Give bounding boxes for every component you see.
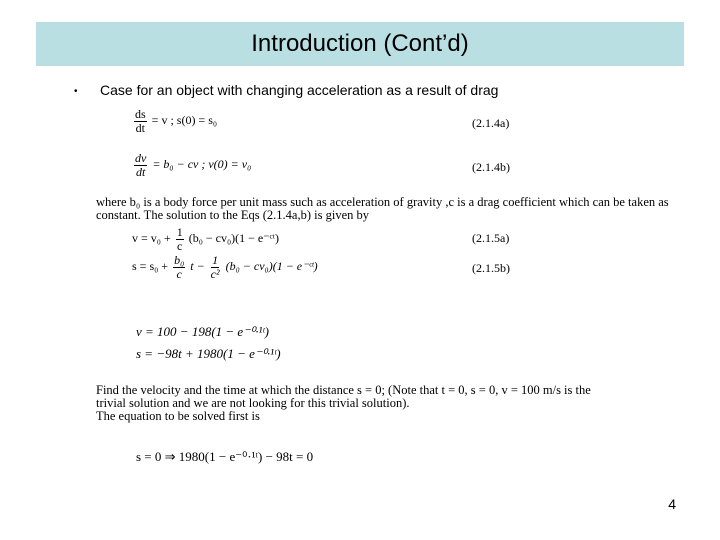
slide-title: Introduction (Cont’d) xyxy=(251,30,469,57)
eq2-lhs-num: dv xyxy=(135,151,147,165)
eq4-text-c: (b₀ − cv₀)(1 − e⁻ᶜᵗ) xyxy=(225,258,318,273)
eq4-frac1-num: b₀ xyxy=(174,253,185,267)
eq1-rhs: = v ; s(0) = s₀ xyxy=(151,112,218,127)
paragraph-body-force xyxy=(96,196,669,222)
bullet-point: • xyxy=(74,86,78,97)
velocity-equation: v = 100 − 198(1 − e⁻⁰·¹ᵗ) xyxy=(136,324,269,339)
eq3-text-b: (b₀ − cv₀)(1 − e⁻ᶜᵗ) xyxy=(188,230,279,245)
paragraph-line: constant. The solution to the Eqs (2.1.4a,b) is given by xyxy=(96,208,369,222)
eq3-frac-den: c xyxy=(177,238,183,253)
eq2-rhs: = b₀ − cv ; v(0) = v₀ xyxy=(152,156,252,171)
intro-text: Case for an object with changing acceleration as a result of drag xyxy=(100,82,499,98)
paragraph-line: Find the velocity and the time at which the distance s = 0; (Note that t = 0, s = 0, v = 100 m/s is the xyxy=(96,383,591,397)
eq4-frac1-den: c xyxy=(176,266,182,281)
eq-number-2-1-4b: (2.1.4b) xyxy=(472,160,510,174)
eq1-lhs-num: ds xyxy=(135,107,146,121)
eq-number-2-1-5b: (2.1.5b) xyxy=(472,261,510,275)
eq3-text-a: v = v₀ + xyxy=(132,230,171,245)
equation-2-1-4a xyxy=(132,108,217,134)
eq2-lhs-den: dt xyxy=(135,164,146,179)
equation-2-1-5b xyxy=(132,254,318,280)
distance-equation: s = −98t + 1980(1 − e⁻⁰·¹ᵗ) xyxy=(136,346,281,361)
eq4-text-a: s = s₀ + xyxy=(132,258,169,273)
equation-2-1-5a xyxy=(132,226,279,252)
title-bar xyxy=(36,22,684,66)
eq-number-2-1-4a: (2.1.4a) xyxy=(472,116,510,130)
equation-2-1-4b xyxy=(132,152,251,178)
paragraph-find-velocity xyxy=(96,384,591,423)
eq3-frac-num: 1 xyxy=(176,225,183,239)
eq1-lhs-den: dt xyxy=(135,120,145,135)
page-number: 4 xyxy=(668,496,676,512)
eq-number-2-1-5a: (2.1.5a) xyxy=(472,231,510,245)
eq4-text-b: t − xyxy=(190,258,205,273)
paragraph-line: where b₀ is a body force per unit mass such as acceleration of gravity ,c is a drag coefficient which can be taken as xyxy=(96,195,669,209)
eq4-frac2-den: c² xyxy=(210,266,220,281)
eq4-frac2-num: 1 xyxy=(212,253,219,267)
paragraph-line: trivial solution and we are not looking for this trivial solution). xyxy=(96,396,410,410)
equation-to-solve: s = 0 ⇒ 1980(1 − e⁻⁰·¹ᵗ) − 98t = 0 xyxy=(136,449,314,464)
paragraph-line: The equation to be solved first is xyxy=(96,409,260,423)
